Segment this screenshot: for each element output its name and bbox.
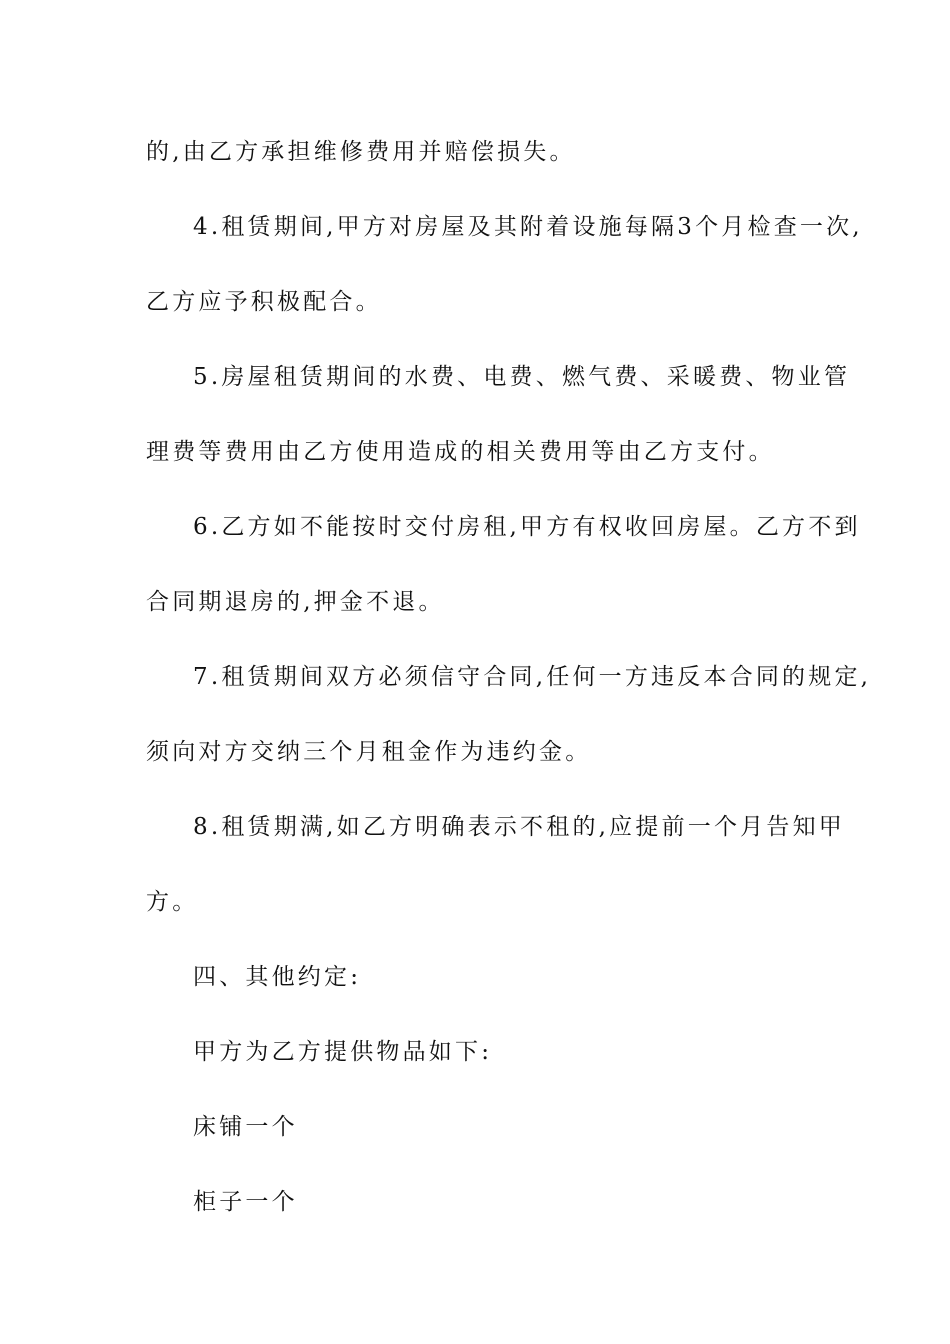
provided-item-cabinet: 柜子一个 <box>193 1189 298 1215</box>
clause-6-line-1: 6.乙方如不能按时交付房租,甲方有权收回房屋。乙方不到 <box>193 514 861 540</box>
provided-items-intro: 甲方为乙方提供物品如下: <box>193 1039 493 1065</box>
clause-5-line-1: 5.房屋租赁期间的水费、电费、燃气费、采暖费、物业管 <box>193 364 851 390</box>
clause-4-line-1: 4.租赁期间,甲方对房屋及其附着设施每隔3个月检查一次, <box>193 214 863 240</box>
section-heading-other-agreements: 四、其他约定: <box>193 964 362 990</box>
clause-6-line-2: 合同期退房的,押金不退。 <box>146 589 445 615</box>
provided-item-bed: 床铺一个 <box>193 1114 298 1140</box>
clause-8-line-1: 8.租赁期满,如乙方明确表示不租的,应提前一个月告知甲 <box>193 814 845 840</box>
paragraph-line-continuation: 的,由乙方承担维修费用并赔偿损失。 <box>146 139 576 165</box>
clause-8-line-2: 方。 <box>146 889 199 915</box>
clause-4-line-2: 乙方应予积极配合。 <box>146 289 382 315</box>
clause-7-line-1: 7.租赁期间双方必须信守合同,任何一方违反本合同的规定, <box>193 664 872 690</box>
clause-5-line-2: 理费等费用由乙方使用造成的相关费用等由乙方支付。 <box>146 439 775 465</box>
clause-7-line-2: 须向对方交纳三个月租金作为违约金。 <box>146 739 592 765</box>
